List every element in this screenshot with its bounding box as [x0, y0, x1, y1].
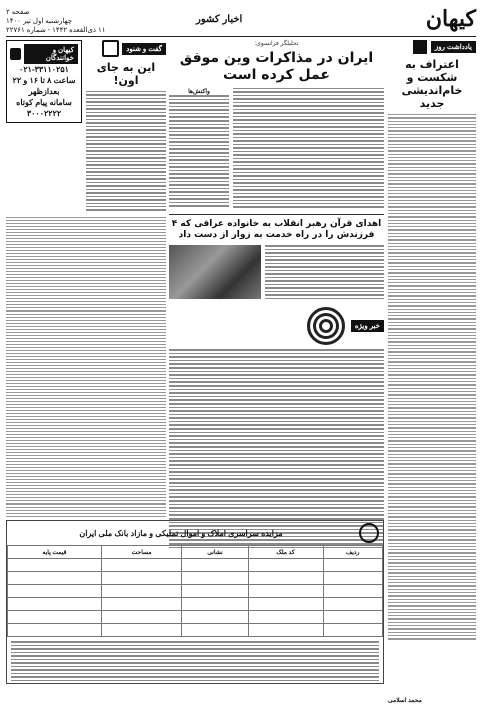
- editorial-label: یادداشت روز: [431, 41, 476, 53]
- readers-phone-line-1: ۰۲۱-۳۳۱۱۰۲۵۱ ساعت ۸ تا ۱۶ و ۲۲ بعدازظهر: [12, 65, 76, 96]
- dialogue-body: [86, 91, 166, 211]
- side-article-body: [169, 95, 229, 207]
- issue-line: ۱۱ ذی‌القعده ۱۴۴۲ - شماره ۲۲۷۶۱: [6, 27, 106, 34]
- editorial-author: محمد اسلامی: [388, 698, 422, 704]
- auction-advertisement: [6, 520, 384, 684]
- bank-logo-icon: [359, 523, 379, 543]
- page-number: صفحه ۲: [6, 9, 30, 16]
- quran-photo: [169, 245, 261, 299]
- table-row: [8, 624, 383, 637]
- table-row: [8, 559, 383, 572]
- section-title: اخبار کشور: [196, 14, 243, 25]
- dialogue-icon: [102, 40, 119, 57]
- newspaper-logo: کیهان: [425, 6, 476, 32]
- readers-messages-body: [6, 217, 166, 517]
- side-article-title: واکنش‌ها: [188, 89, 210, 95]
- auction-col-header: کد ملک: [248, 546, 323, 559]
- auction-col-header: مساحت: [101, 546, 182, 559]
- flag-icon: [413, 40, 427, 54]
- quran-headline: اهدای قرآن رهبر انقلاب به خانواده عراقی که ۴ فرزندش را در راه خدمت به زوار از دست داد: [169, 214, 384, 241]
- table-row: [8, 611, 383, 624]
- auction-col-header: قیمت پایه: [8, 546, 102, 559]
- auction-table: [7, 545, 383, 637]
- dialogue-label: گفت و شنود: [122, 43, 166, 55]
- special-news-label: خبر ویژه: [351, 320, 384, 332]
- editorial-body: [388, 114, 476, 694]
- phone-icon: [10, 48, 21, 60]
- auction-col-header: نشانی: [182, 546, 248, 559]
- table-row: [8, 572, 383, 585]
- main-headline: ایران در مذاکرات وین موفق عمل کرده است: [179, 50, 374, 83]
- special-news-body: [169, 349, 384, 549]
- table-row: [8, 598, 383, 611]
- auction-notes: [7, 637, 383, 685]
- auction-col-header: ردیف: [323, 546, 382, 559]
- editorial-headline: اعتراف به شکست و خام‌اندیشی جدید: [401, 58, 463, 110]
- page-meta: [6, 8, 105, 35]
- readers-phone-line-2: سامانه پیام کوتاه ۳۰۰۰۲۲۲۲: [16, 98, 72, 118]
- masthead: [6, 6, 476, 37]
- readers-label: کیهان و خوانندگان: [24, 44, 78, 64]
- quran-article-body: [265, 245, 384, 299]
- readers-phone-box: [6, 40, 82, 123]
- dialogue-headline: این به جای اون!: [96, 61, 156, 87]
- date-line: چهارشنبه اول تیر ۱۴۰۰: [6, 18, 73, 25]
- main-news-column: [169, 40, 384, 549]
- main-article-body: [233, 88, 384, 208]
- auction-title: مزایده سراسری املاک و اموال تملیکی و مازاد بانک ملی ایران: [79, 528, 283, 538]
- ring-logo-icon: [307, 307, 345, 345]
- main-kicker: تحلیلگر فرانسوی:: [254, 41, 299, 47]
- editorial-column: [388, 40, 476, 704]
- dialogue-column: [6, 40, 166, 517]
- table-row: [8, 585, 383, 598]
